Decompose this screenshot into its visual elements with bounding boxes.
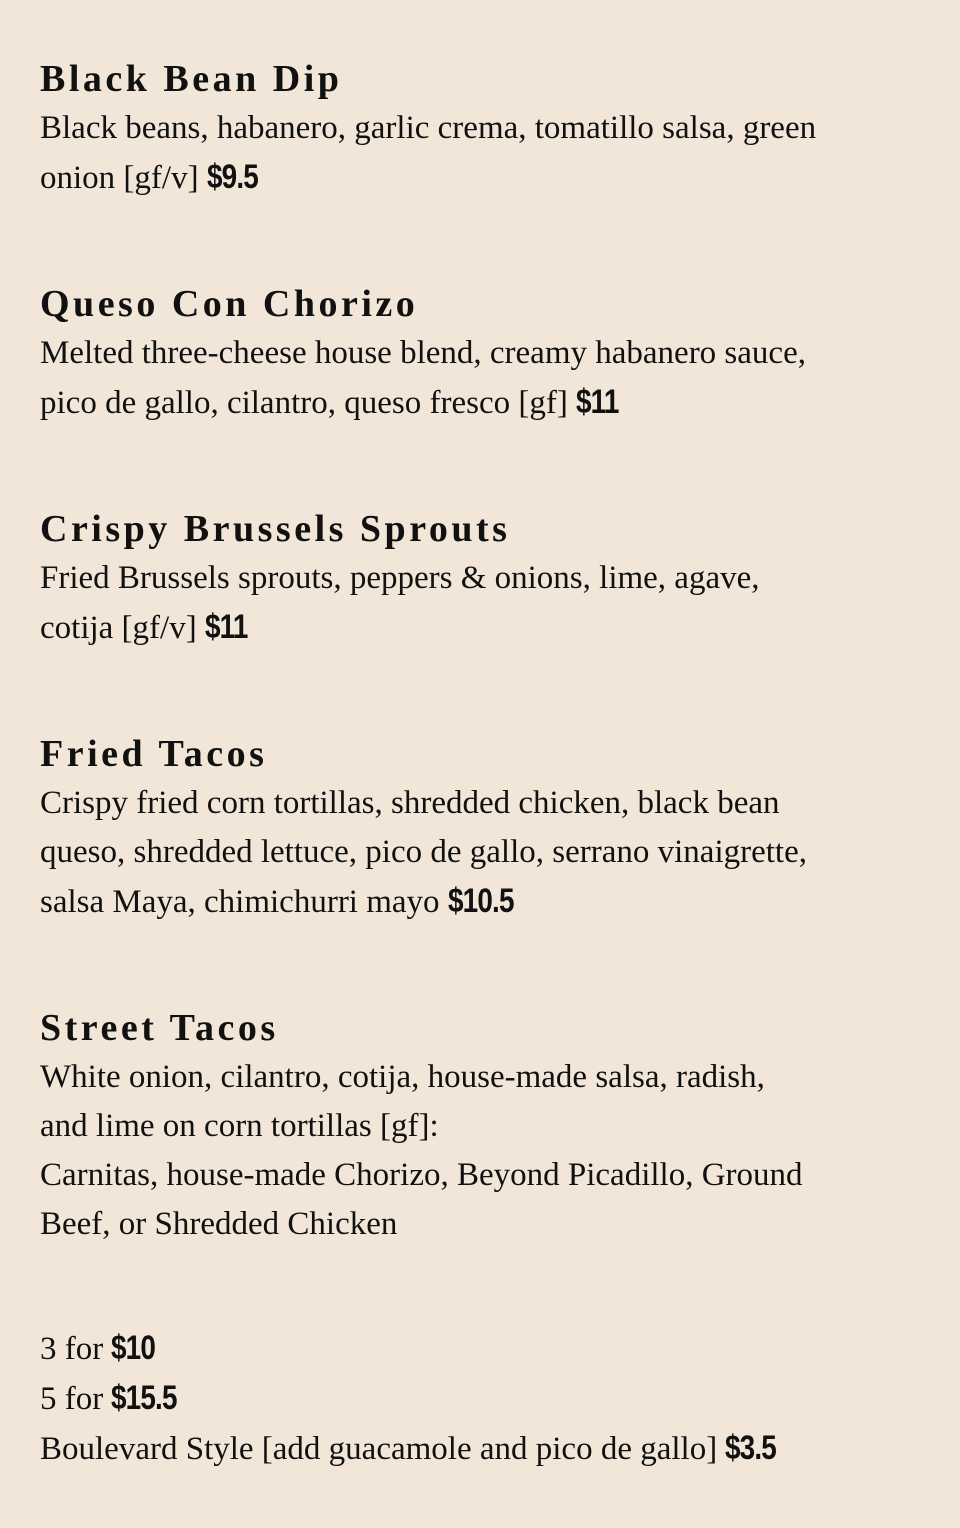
pricing-price: $3.5 [725, 1429, 777, 1467]
description-line: onion [gf/v] [40, 160, 199, 196]
item-price: $11 [204, 608, 248, 646]
pricing-label: 5 for [40, 1381, 104, 1417]
item-price: $10.5 [447, 882, 514, 920]
item-description [40, 779, 930, 927]
street-tacos-pricing [40, 1324, 930, 1474]
item-description [40, 329, 930, 428]
description-line: White onion, cilantro, cotija, house-made salsa, radish, [40, 1059, 765, 1095]
pricing-row [40, 1374, 930, 1424]
menu-item-queso-con-chorizo [40, 279, 930, 428]
description-line: Beef, or Shredded Chicken [40, 1206, 398, 1242]
pricing-row [40, 1424, 930, 1474]
pricing-price: $10 [111, 1329, 156, 1367]
description-line: Crispy fried corn tortillas, shredded chicken, black bean [40, 785, 780, 821]
item-description [40, 554, 930, 653]
item-price: $11 [576, 383, 619, 421]
description-line: queso, shredded lettuce, pico de gallo, serrano vinaigrette, [40, 834, 807, 870]
description-line: Melted three-cheese house blend, creamy habanero sauce, [40, 335, 806, 371]
pricing-list [40, 1324, 930, 1474]
description-line: Black beans, habanero, garlic crema, tomatillo salsa, green [40, 110, 817, 146]
menu-item-black-bean-dip [40, 54, 930, 203]
menu-item-crispy-brussels-sprouts [40, 504, 930, 653]
item-title: Black Bean Dip [40, 58, 343, 100]
description-line: Fried Brussels sprouts, peppers & onions, lime, agave, [40, 560, 760, 596]
description-line: Carnitas, house-made Chorizo, Beyond Picadillo, Ground [40, 1157, 803, 1193]
pricing-label: Boulevard Style [add guacamole and pico de gallo] [40, 1431, 718, 1467]
description-line: pico de gallo, cilantro, queso fresco [gf] [40, 385, 568, 421]
description-line: cotija [gf/v] [40, 610, 197, 646]
pricing-price: $15.5 [111, 1379, 178, 1417]
item-title: Street Tacos [40, 1007, 279, 1049]
pricing-row [40, 1324, 930, 1374]
item-description [40, 1053, 930, 1249]
menu-item-fried-tacos [40, 729, 930, 927]
item-description [40, 104, 930, 203]
description-line: and lime on corn tortillas [gf]: [40, 1108, 439, 1144]
item-title: Fried Tacos [40, 733, 268, 775]
item-title: Crispy Brussels Sprouts [40, 508, 511, 550]
pricing-label: 3 for [40, 1331, 104, 1367]
item-price: $9.5 [206, 158, 258, 196]
item-title: Queso Con Chorizo [40, 283, 419, 325]
description-line: salsa Maya, chimichurri mayo [40, 884, 440, 920]
menu-item-street-tacos [40, 1003, 930, 1249]
